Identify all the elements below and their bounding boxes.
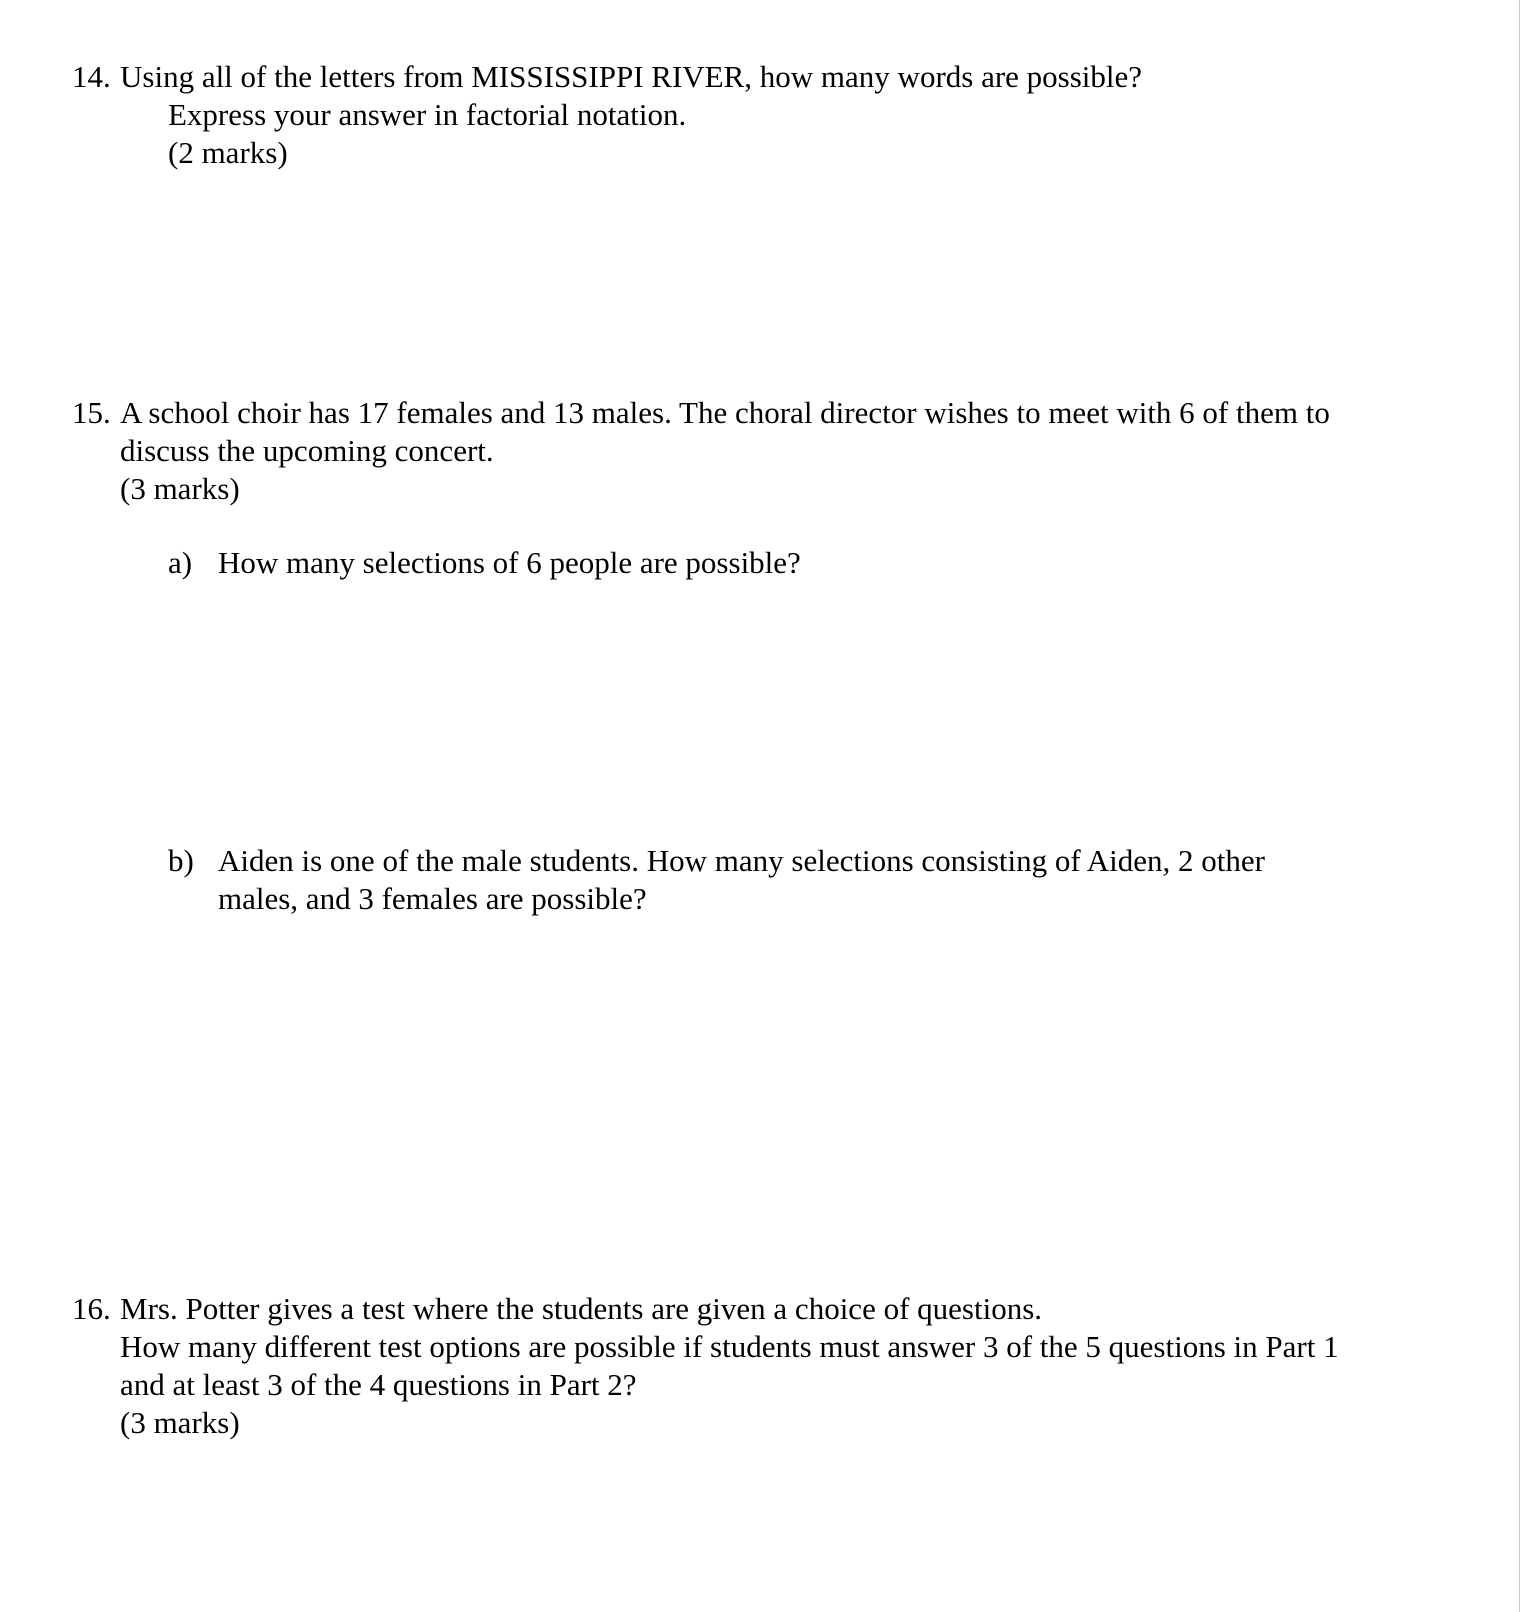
question-text: Express your answer in factorial notation. [168,97,687,132]
question-number: 16. [72,1291,111,1326]
question-text: Using all of the letters from MISSISSIPPI RIVER, how many words are possible? [120,59,1143,94]
part-label: a) [168,545,193,580]
question-text: A school choir has 17 females and 13 males. The choral director wishes to meet with 6 of them to [120,395,1330,430]
question-marks: (2 marks) [168,135,288,170]
question-text: and at least 3 of the 4 questions in Part 2? [120,1367,637,1402]
question-number: 15. [72,395,111,430]
part-text: males, and 3 females are possible? [218,881,647,916]
question-text: discuss the upcoming concert. [120,433,494,468]
question-marks: (3 marks) [120,471,240,506]
question-text: How many different test options are possible if students must answer 3 of the 5 questions in Part 1 [120,1329,1339,1364]
part-text: Aiden is one of the male students. How many selections consisting of Aiden, 2 other [218,843,1265,878]
part-text: How many selections of 6 people are possible? [218,545,801,580]
part-label: b) [168,843,194,878]
question-text: Mrs. Potter gives a test where the students are given a choice of questions. [120,1291,1043,1326]
question-number: 14. [72,59,111,94]
page-edge-divider [1519,0,1520,1612]
question-marks: (3 marks) [120,1405,240,1440]
